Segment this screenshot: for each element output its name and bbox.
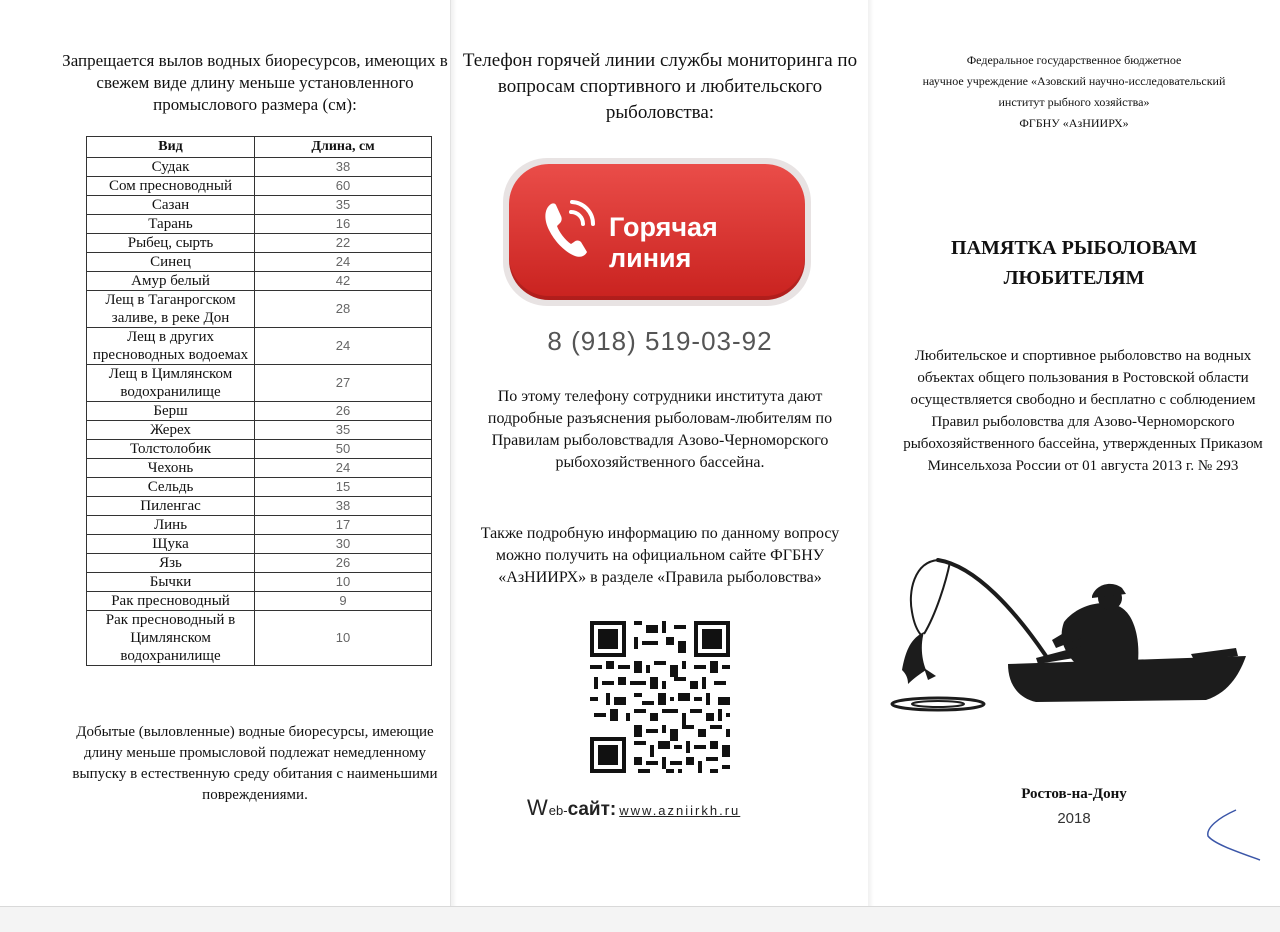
table-row bbox=[87, 215, 432, 234]
species-name: Рак пресноводный bbox=[87, 592, 255, 611]
qr-code bbox=[586, 617, 734, 777]
minimum-length: 9 bbox=[255, 592, 432, 611]
web-letter: W bbox=[527, 795, 549, 820]
table-row bbox=[87, 421, 432, 440]
minimum-length: 24 bbox=[255, 459, 432, 478]
species-name: Берш bbox=[87, 402, 255, 421]
website-url: www.azniirkh.ru bbox=[619, 803, 741, 818]
table-row bbox=[87, 592, 432, 611]
minimum-length: 50 bbox=[255, 440, 432, 459]
table-row bbox=[87, 459, 432, 478]
minimum-length: 15 bbox=[255, 478, 432, 497]
species-name: Сазан bbox=[87, 196, 255, 215]
org-line: институт рыбного хозяйства» bbox=[998, 95, 1150, 109]
table-row bbox=[87, 365, 432, 402]
leaflet-title bbox=[868, 233, 1280, 293]
minimum-length: 26 bbox=[255, 402, 432, 421]
species-name: Рак пресноводный в Цимлянском водохранилище bbox=[87, 611, 255, 666]
table-row bbox=[87, 611, 432, 666]
minimum-length: 22 bbox=[255, 234, 432, 253]
prohibition-intro: Запрещается вылов водных биоресурсов, имеющих в свежем виде длину меньше установленного промыслового размера (см): bbox=[62, 51, 448, 114]
minimum-length: 10 bbox=[255, 611, 432, 666]
website-line bbox=[527, 795, 740, 821]
minimum-length: 27 bbox=[255, 365, 432, 402]
species-name: Сельдь bbox=[87, 478, 255, 497]
table-row bbox=[87, 440, 432, 459]
org-line: ФГБНУ «АзНИИРХ» bbox=[1019, 116, 1129, 130]
release-note: Добытые (выловленные) водные биоресурсы, имеющие длину меньше промысловой подлежат немедленному выпуску в естественную среду обитания с наименьшими повреждениями. bbox=[72, 724, 438, 803]
species-name: Амур белый bbox=[87, 272, 255, 291]
table-row bbox=[87, 234, 432, 253]
organization-name bbox=[868, 50, 1280, 134]
hotline-description: По этому телефону сотрудники института дают подробные разъяснения рыболовам-любителям по Правилам рыболовствадля Азово-Черноморского рыбохозяйственного бассейна. bbox=[487, 388, 833, 471]
species-name: Лещ в Цимлянском водохранилище bbox=[87, 365, 255, 402]
table-row bbox=[87, 177, 432, 196]
header-species: Вид bbox=[87, 137, 255, 158]
species-name: Тарань bbox=[87, 215, 255, 234]
web-prefix: eb- bbox=[548, 803, 568, 818]
table-row bbox=[87, 196, 432, 215]
minimum-length: 24 bbox=[255, 253, 432, 272]
minimum-size-table bbox=[86, 136, 432, 666]
org-line: научное учреждение «Азовский научно-исследовательский bbox=[922, 74, 1226, 88]
minimum-length: 30 bbox=[255, 535, 432, 554]
table-row bbox=[87, 535, 432, 554]
table-row bbox=[87, 554, 432, 573]
table-row bbox=[87, 253, 432, 272]
fold-shadow bbox=[451, 0, 457, 906]
table-row bbox=[87, 573, 432, 592]
minimum-length: 17 bbox=[255, 516, 432, 535]
middle-panel bbox=[450, 0, 870, 906]
title-line: ПАМЯТКА РЫБОЛОВАМ bbox=[951, 237, 1197, 259]
header-length: Длина, см bbox=[255, 137, 432, 158]
minimum-length: 28 bbox=[255, 291, 432, 328]
minimum-length: 24 bbox=[255, 328, 432, 365]
hotline-phone-number: 8 (918) 519-03-92 bbox=[547, 326, 773, 356]
minimum-length: 16 bbox=[255, 215, 432, 234]
minimum-length: 26 bbox=[255, 554, 432, 573]
table-body bbox=[87, 158, 432, 666]
table-row bbox=[87, 516, 432, 535]
minimum-length: 60 bbox=[255, 177, 432, 196]
species-name: Язь bbox=[87, 554, 255, 573]
hotline-label: Горячая линия bbox=[609, 212, 718, 273]
minimum-length: 42 bbox=[255, 272, 432, 291]
hotline-badge bbox=[503, 158, 811, 306]
pen-mark bbox=[1196, 800, 1266, 870]
right-panel bbox=[868, 0, 1280, 906]
table-row bbox=[87, 328, 432, 365]
website-info: Также подробную информацию по данному вопросу можно получить на официальном сайте ФГБНУ «АзНИИРХ» в разделе «Правила рыболовства» bbox=[480, 525, 840, 586]
fold-shadow bbox=[868, 0, 874, 906]
minimum-length: 38 bbox=[255, 158, 432, 177]
hotline-heading: Телефон горячей линии службы мониторинга по вопросам спортивного и любительского рыболовства: bbox=[462, 50, 858, 123]
table-row bbox=[87, 272, 432, 291]
left-panel bbox=[0, 0, 450, 906]
leaflet-description: Любительское и спортивное рыболовство на водных объектах общего пользования в Ростовской области осуществляется свободно и бесплатно с соблюдением Правил рыболовства для Азово-Черноморского рыбохозяйственного бассейна, утвержденных Приказом Минсельхоза России от 01 августа 2013 г. № 293 bbox=[903, 348, 1263, 474]
species-name: Толстолобик bbox=[87, 440, 255, 459]
table-row bbox=[87, 291, 432, 328]
minimum-length: 35 bbox=[255, 196, 432, 215]
org-line: Федеральное государственное бюджетное bbox=[966, 53, 1182, 67]
table-row bbox=[87, 497, 432, 516]
table-row bbox=[87, 158, 432, 177]
city: Ростов-на-Дону bbox=[1021, 786, 1127, 802]
table-row bbox=[87, 478, 432, 497]
table-row bbox=[87, 402, 432, 421]
table-header-row bbox=[87, 137, 432, 158]
minimum-length: 10 bbox=[255, 573, 432, 592]
minimum-length: 38 bbox=[255, 497, 432, 516]
phone-icon bbox=[541, 198, 599, 260]
species-name: Бычки bbox=[87, 573, 255, 592]
species-name: Линь bbox=[87, 516, 255, 535]
species-name: Жерех bbox=[87, 421, 255, 440]
species-name: Чехонь bbox=[87, 459, 255, 478]
species-name: Рыбец, сырть bbox=[87, 234, 255, 253]
scan-bottom-edge bbox=[0, 906, 1280, 932]
species-name: Лещ в Таганрогском заливе, в реке Дон bbox=[87, 291, 255, 328]
hotline-button-shape bbox=[509, 164, 805, 300]
species-name: Судак bbox=[87, 158, 255, 177]
web-site-label: сайт: bbox=[567, 799, 617, 820]
year: 2018 bbox=[1057, 810, 1091, 827]
fisherman-illustration bbox=[886, 552, 1276, 722]
title-line: ЛЮБИТЕЛЯМ bbox=[1003, 267, 1145, 289]
species-name: Лещ в других пресноводных водоемах bbox=[87, 328, 255, 365]
species-name: Пиленгас bbox=[87, 497, 255, 516]
minimum-length: 35 bbox=[255, 421, 432, 440]
species-name: Синец bbox=[87, 253, 255, 272]
species-name: Щука bbox=[87, 535, 255, 554]
species-name: Сом пресноводный bbox=[87, 177, 255, 196]
